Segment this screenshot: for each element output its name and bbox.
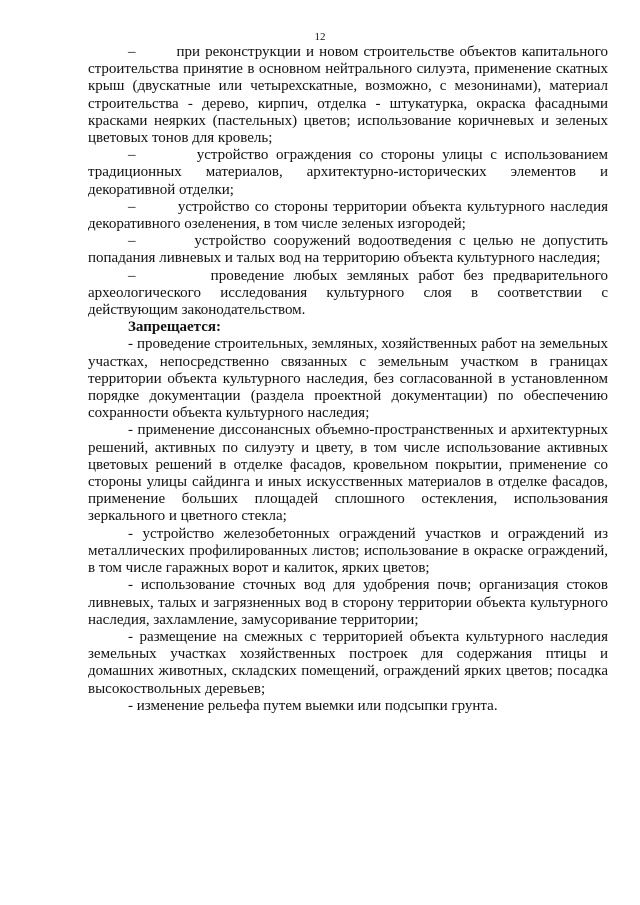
prohibited-item-1: - проведение строительных, земляных, хозяйственных работ на земельных участках, непосредственно связанных с земельным участком в границах территории объекта культурного наследия, без согласованной в установленном порядке документации (раздела проектной документации) по обеспечению сохранности объекта культурного наследия; (88, 336, 608, 422)
allowed-item-5: – проведение любых земляных работ без предварительного археологического исследования культурного слоя в соответствии с действующим законодательством. (88, 267, 608, 319)
allowed-item-2: – устройство ограждения со стороны улицы с использованием традиционных материалов, архитектурно-исторических элементов и декоративной отделки; (88, 147, 608, 198)
document-body (88, 44, 608, 715)
prohibited-item-4: - использование сточных вод для удобрения почв; организация стоков ливневых, талых и загрязненных вод в сторону территории объекта культурного наследия, захламление, замусоривание территории; (88, 577, 608, 628)
prohibited-heading: Запрещается: (128, 319, 222, 336)
prohibited-item-6: - изменение рельефа путем выемки или подсыпки грунта. (128, 697, 498, 714)
page-number: 12 (314, 31, 326, 43)
allowed-item-3: – устройство со стороны территории объекта культурного наследия декоративного озеленения, в том числе зеленых изгородей; (88, 198, 608, 233)
prohibited-item-5: - размещение на смежных с территорией объекта культурного наследия земельных участках хозяйственных построек для содержания птицы и домашних животных, складских помещений, ограждений ярких цветов; посадка высокоствольных деревьев; (88, 628, 608, 697)
allowed-item-4: – устройство сооружений водоотведения с целью не допустить попадания ливневых и талых вод на территорию объекта культурного наследия; (88, 233, 608, 267)
prohibited-item-3: - устройство железобетонных ограждений участков и ограждений из металлических профилированных листов; использование в окраске ограждений, в том числе гаражных ворот и калиток, ярких цветов; (88, 525, 608, 577)
prohibited-item-2: - применение диссонансных объемно-пространственных и архитектурных решений, активных по силуэту и цвету, в том числе использование активных цветовых решений в отделке фасадов, кровельном покрытии, применение со стороны улицы сайдинга и иных искусственных материалов в отделке фасадов, применение больших площадей сплошного остекления, использования зеркального и цветного стекла; (88, 422, 608, 525)
allowed-item-1: – при реконструкции и новом строительстве объектов капитального строительства принятие в основном нейтрального силуэта, применение скатных крыш (двускатные или четырехскатные, возможно, с мезонинами), материал строительства - дерево, кирпич, отделка - штукатурка, окраска фасадными красками неярких (пастельных) цветов; использование коричневых и зеленых цветовых тонов для кровель; (88, 44, 608, 147)
